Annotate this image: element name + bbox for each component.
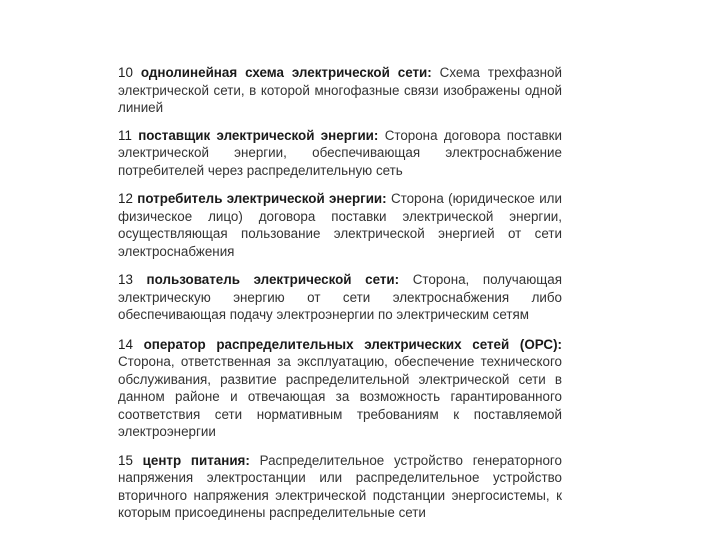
entry-number: 11 [118, 127, 132, 143]
entry-term: потребитель электрической энергии: [137, 191, 387, 206]
entry-number: 13 [118, 272, 133, 287]
entry-term: однолинейная схема электрической сети: [140, 65, 432, 80]
entry-definition: Схема трехфазной электрической сети, в которой многофазные связи изображены одной линией [118, 65, 562, 115]
definition-entry-10 [118, 64, 562, 117]
entry-definition: Сторона, получающая электрическую энергию от сети электроснабжения либо обеспечивающая подачу электроэнергии по электрическим сетям [118, 272, 562, 322]
entry-number: 14 [118, 336, 133, 352]
entry-number: 12 [118, 191, 133, 206]
entry-definition: Сторона договора поставки электрической энергии, обеспечивающая электроснабжение потребителей через распределительную сеть [118, 127, 562, 178]
definition-entry-12 [118, 190, 562, 260]
entry-number: 10 [118, 65, 133, 80]
definition-entry-14 [118, 336, 562, 441]
entry-definition: Сторона (юридическое или физическое лицо) договора поставки электрической энергии, осуществляющая пользование электрической энергией от сети электроснабжения [118, 191, 562, 259]
entry-term: поставщик электрической энергии: [138, 127, 379, 143]
document-page [118, 64, 562, 532]
entry-term: центр питания: [142, 452, 250, 468]
definition-entry-13 [118, 271, 562, 324]
definition-entry-11 [118, 127, 562, 180]
entry-term: оператор распределительных электрических сетей (ОРС): [143, 336, 562, 352]
entry-definition: Сторона, ответственная за эксплуатацию, обеспечение технического обслуживания, развитие распределительной электрической сети в данном районе и отвечающая за возможность гарантированного соответствия сети нормативным требованиям к поставляемой электроэнергии [118, 354, 562, 439]
entry-number: 15 [118, 452, 133, 468]
entry-term: пользователь электрической сети: [146, 272, 400, 287]
definition-entry-15 [118, 452, 562, 522]
entry-definition: Распределительное устройство генераторного напряжения электростанции или распределительное устройство вторичного напряжения электрической подстанции энергосистемы, к которым присоединены распределительные сети [118, 452, 562, 520]
